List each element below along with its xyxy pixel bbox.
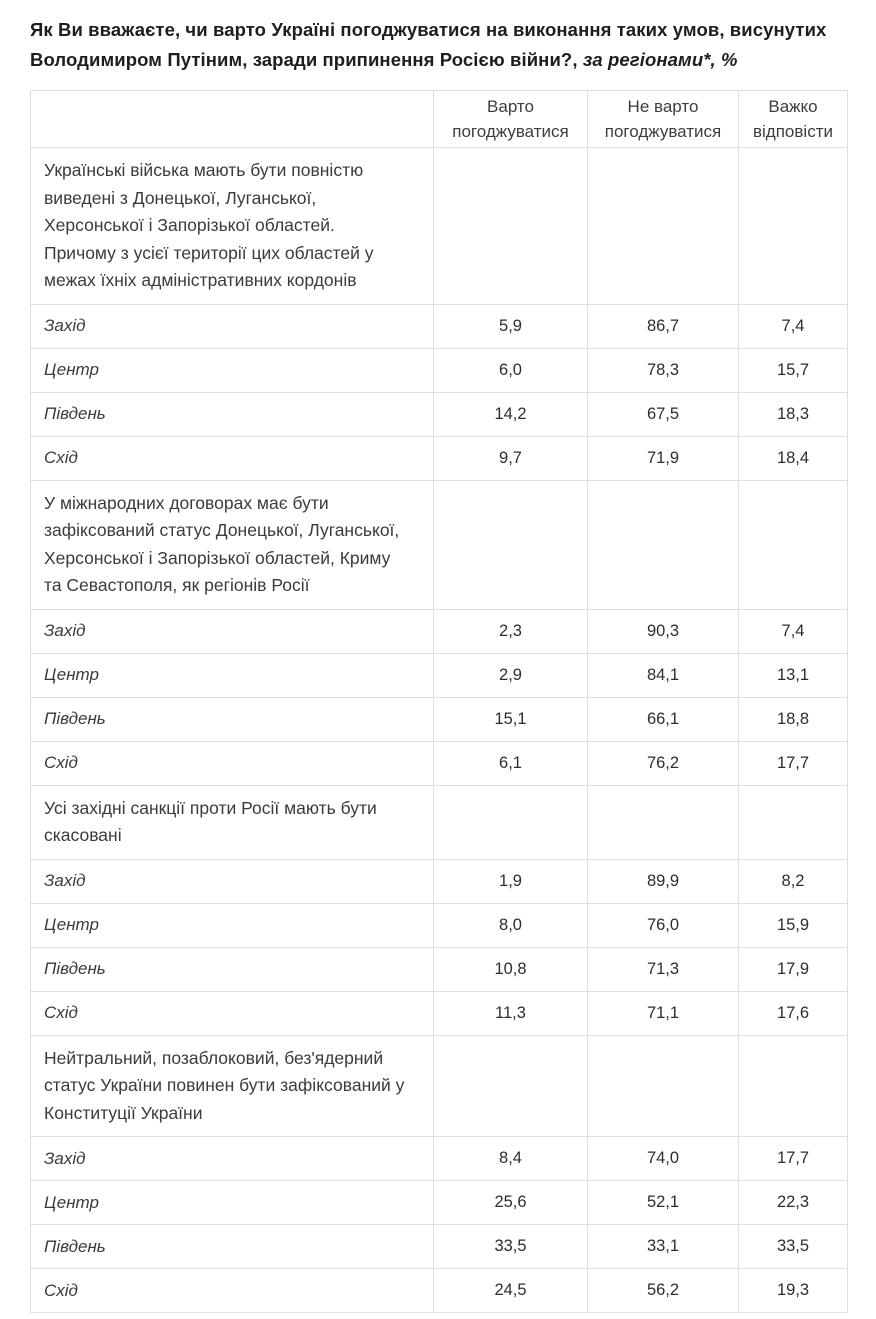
table-row — [31, 1181, 848, 1225]
condition-text: Усі західні санкції проти Росії мають бути скасовані — [31, 785, 434, 859]
value-cell-1: 56,2 — [588, 1269, 739, 1313]
table-row — [31, 1269, 848, 1313]
results-table — [30, 90, 848, 1313]
value-cell-2: 15,9 — [739, 903, 848, 947]
value-cell-0: 6,1 — [434, 741, 588, 785]
value-cell-0: 10,8 — [434, 947, 588, 991]
table-row — [31, 947, 848, 991]
region-label: Захід — [31, 304, 434, 348]
table-header — [31, 91, 848, 148]
table-row — [31, 1137, 848, 1181]
value-cell-0: 25,6 — [434, 1181, 588, 1225]
value-cell-0: 5,9 — [434, 304, 588, 348]
value-cell-1: 86,7 — [588, 304, 739, 348]
value-cell-2: 8,2 — [739, 859, 848, 903]
condition-row-2 — [31, 785, 848, 859]
region-label: Центр — [31, 653, 434, 697]
region-label: Схід — [31, 991, 434, 1035]
condition-text: Українські війська мають бути повністю виведені з Донецької, Луганської, Херсонської і Запорізької областей. Причому з усієї території цих областей у межах їхніх адміністративних кордонів — [31, 148, 434, 305]
value-cell-2: 15,7 — [739, 348, 848, 392]
table-row — [31, 653, 848, 697]
value-cell-1: 76,2 — [588, 741, 739, 785]
value-cell-0: 1,9 — [434, 859, 588, 903]
region-label: Південь — [31, 1225, 434, 1269]
column-header-2: Важко відповісти — [739, 91, 848, 148]
value-cell-2: 33,5 — [739, 1225, 848, 1269]
value-cell-0: 14,2 — [434, 392, 588, 436]
value-cell-0: 8,4 — [434, 1137, 588, 1181]
region-label: Центр — [31, 1181, 434, 1225]
condition-row-0 — [31, 148, 848, 305]
empty-cell — [434, 1035, 588, 1137]
title-question: Як Ви вважаєте, чи варто Україні погоджуватися на виконання таких умов, висунутих Володимиром Путіним, заради припинення Росією війни?, — [30, 19, 827, 70]
value-cell-0: 8,0 — [434, 903, 588, 947]
value-cell-0: 9,7 — [434, 436, 588, 480]
empty-cell — [588, 148, 739, 305]
value-cell-1: 74,0 — [588, 1137, 739, 1181]
region-label: Захід — [31, 859, 434, 903]
value-cell-1: 71,1 — [588, 991, 739, 1035]
table-row — [31, 903, 848, 947]
region-label: Захід — [31, 609, 434, 653]
value-cell-2: 7,4 — [739, 609, 848, 653]
empty-cell — [588, 480, 739, 609]
value-cell-1: 89,9 — [588, 859, 739, 903]
table-row — [31, 348, 848, 392]
region-label: Схід — [31, 436, 434, 480]
value-cell-2: 18,8 — [739, 697, 848, 741]
column-header-0: Варто погоджуватися — [434, 91, 588, 148]
empty-cell — [739, 480, 848, 609]
value-cell-1: 84,1 — [588, 653, 739, 697]
value-cell-2: 19,3 — [739, 1269, 848, 1313]
page-title — [30, 15, 847, 75]
region-label: Південь — [31, 697, 434, 741]
column-header-1: Не варто погоджуватися — [588, 91, 739, 148]
value-cell-1: 66,1 — [588, 697, 739, 741]
table-row — [31, 436, 848, 480]
empty-cell — [739, 1035, 848, 1137]
table-row — [31, 609, 848, 653]
value-cell-1: 67,5 — [588, 392, 739, 436]
condition-row-3 — [31, 1035, 848, 1137]
header-row — [31, 91, 848, 148]
value-cell-0: 24,5 — [434, 1269, 588, 1313]
value-cell-2: 17,6 — [739, 991, 848, 1035]
value-cell-2: 7,4 — [739, 304, 848, 348]
table-row — [31, 304, 848, 348]
value-cell-2: 17,9 — [739, 947, 848, 991]
value-cell-0: 2,3 — [434, 609, 588, 653]
empty-cell — [739, 148, 848, 305]
empty-cell — [588, 785, 739, 859]
value-cell-1: 71,3 — [588, 947, 739, 991]
title-region-note: за регіонами*, % — [577, 49, 738, 70]
value-cell-1: 90,3 — [588, 609, 739, 653]
condition-text: У міжнародних договорах має бути зафіксований статус Донецької, Луганської, Херсонської і Запорізької областей, Криму та Севастополя, як регіонів Росії — [31, 480, 434, 609]
condition-row-1 — [31, 480, 848, 609]
value-cell-0: 6,0 — [434, 348, 588, 392]
value-cell-0: 11,3 — [434, 991, 588, 1035]
value-cell-2: 18,3 — [739, 392, 848, 436]
value-cell-1: 76,0 — [588, 903, 739, 947]
value-cell-1: 78,3 — [588, 348, 739, 392]
table-row — [31, 1225, 848, 1269]
value-cell-2: 13,1 — [739, 653, 848, 697]
value-cell-1: 52,1 — [588, 1181, 739, 1225]
value-cell-2: 17,7 — [739, 1137, 848, 1181]
table-body — [31, 148, 848, 1313]
value-cell-2: 22,3 — [739, 1181, 848, 1225]
table-row — [31, 741, 848, 785]
empty-cell — [434, 785, 588, 859]
value-cell-1: 33,1 — [588, 1225, 739, 1269]
region-label: Центр — [31, 348, 434, 392]
region-label: Схід — [31, 741, 434, 785]
empty-cell — [434, 480, 588, 609]
table-row — [31, 991, 848, 1035]
region-label: Південь — [31, 947, 434, 991]
region-label: Південь — [31, 392, 434, 436]
empty-cell — [434, 148, 588, 305]
value-cell-2: 17,7 — [739, 741, 848, 785]
region-label: Захід — [31, 1137, 434, 1181]
value-cell-0: 2,9 — [434, 653, 588, 697]
value-cell-0: 33,5 — [434, 1225, 588, 1269]
value-cell-1: 71,9 — [588, 436, 739, 480]
value-cell-2: 18,4 — [739, 436, 848, 480]
empty-cell — [739, 785, 848, 859]
region-label: Схід — [31, 1269, 434, 1313]
value-cell-0: 15,1 — [434, 697, 588, 741]
table-row — [31, 392, 848, 436]
table-row — [31, 697, 848, 741]
empty-cell — [588, 1035, 739, 1137]
condition-text: Нейтральний, позаблоковий, без'ядерний статус України повинен бути зафіксований у Конституції України — [31, 1035, 434, 1137]
corner-cell — [31, 91, 434, 148]
region-label: Центр — [31, 903, 434, 947]
table-row — [31, 859, 848, 903]
